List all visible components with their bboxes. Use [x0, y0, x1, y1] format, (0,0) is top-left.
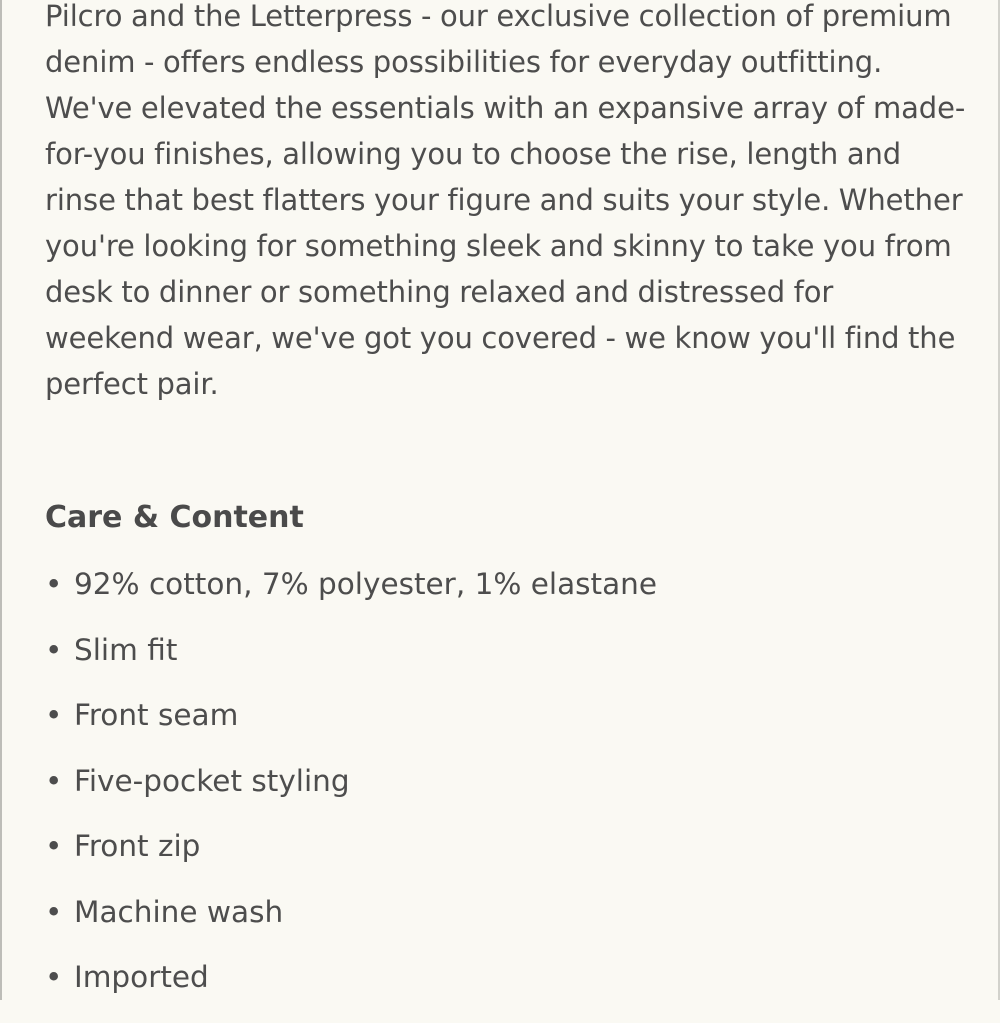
bullet-icon: •	[45, 567, 63, 601]
care-item-label: Front zip	[74, 829, 201, 863]
product-details-panel	[45, 0, 970, 1023]
care-item-washing	[45, 892, 970, 932]
product-description: Pilcro and the Letterpress - our exclusive collection of premium denim - offers endless possibilities for everyday outfitting. We've elevated the essentials with an expansive array of made-for-you finishes, allowing you to choose the rise, length and rinse that best flatters your figure and suits your style. Whether you're looking for something sleek and skinny to take you from desk to dinner or something relaxed and distressed for weekend wear, we've got you covered - we know you'll find the perfect pair.	[45, 0, 966, 401]
care-item-closure	[45, 826, 970, 866]
care-item-fabric	[45, 564, 970, 604]
left-edge-border	[0, 0, 2, 1000]
bullet-icon: •	[45, 763, 63, 798]
care-content-list	[45, 564, 970, 997]
care-item-label: Five-pocket styling	[74, 763, 350, 798]
bullet-icon: •	[45, 632, 63, 667]
care-content-heading: Care & Content	[45, 500, 304, 535]
care-item-label: Machine wash	[74, 894, 284, 929]
care-item-pockets	[45, 761, 970, 801]
bullet-icon: •	[45, 829, 63, 863]
bullet-icon: •	[45, 960, 63, 994]
care-item-label: Imported	[74, 960, 209, 994]
care-item-label: Front seam	[74, 698, 239, 732]
care-item-origin	[45, 957, 970, 997]
care-item-label: 92% cotton, 7% polyester, 1% elastane	[74, 567, 658, 601]
bullet-icon: •	[45, 698, 63, 732]
care-item-fit	[45, 630, 970, 670]
care-item-label: Slim fit	[74, 632, 178, 667]
bullet-icon: •	[45, 894, 63, 929]
care-item-seam	[45, 695, 970, 735]
